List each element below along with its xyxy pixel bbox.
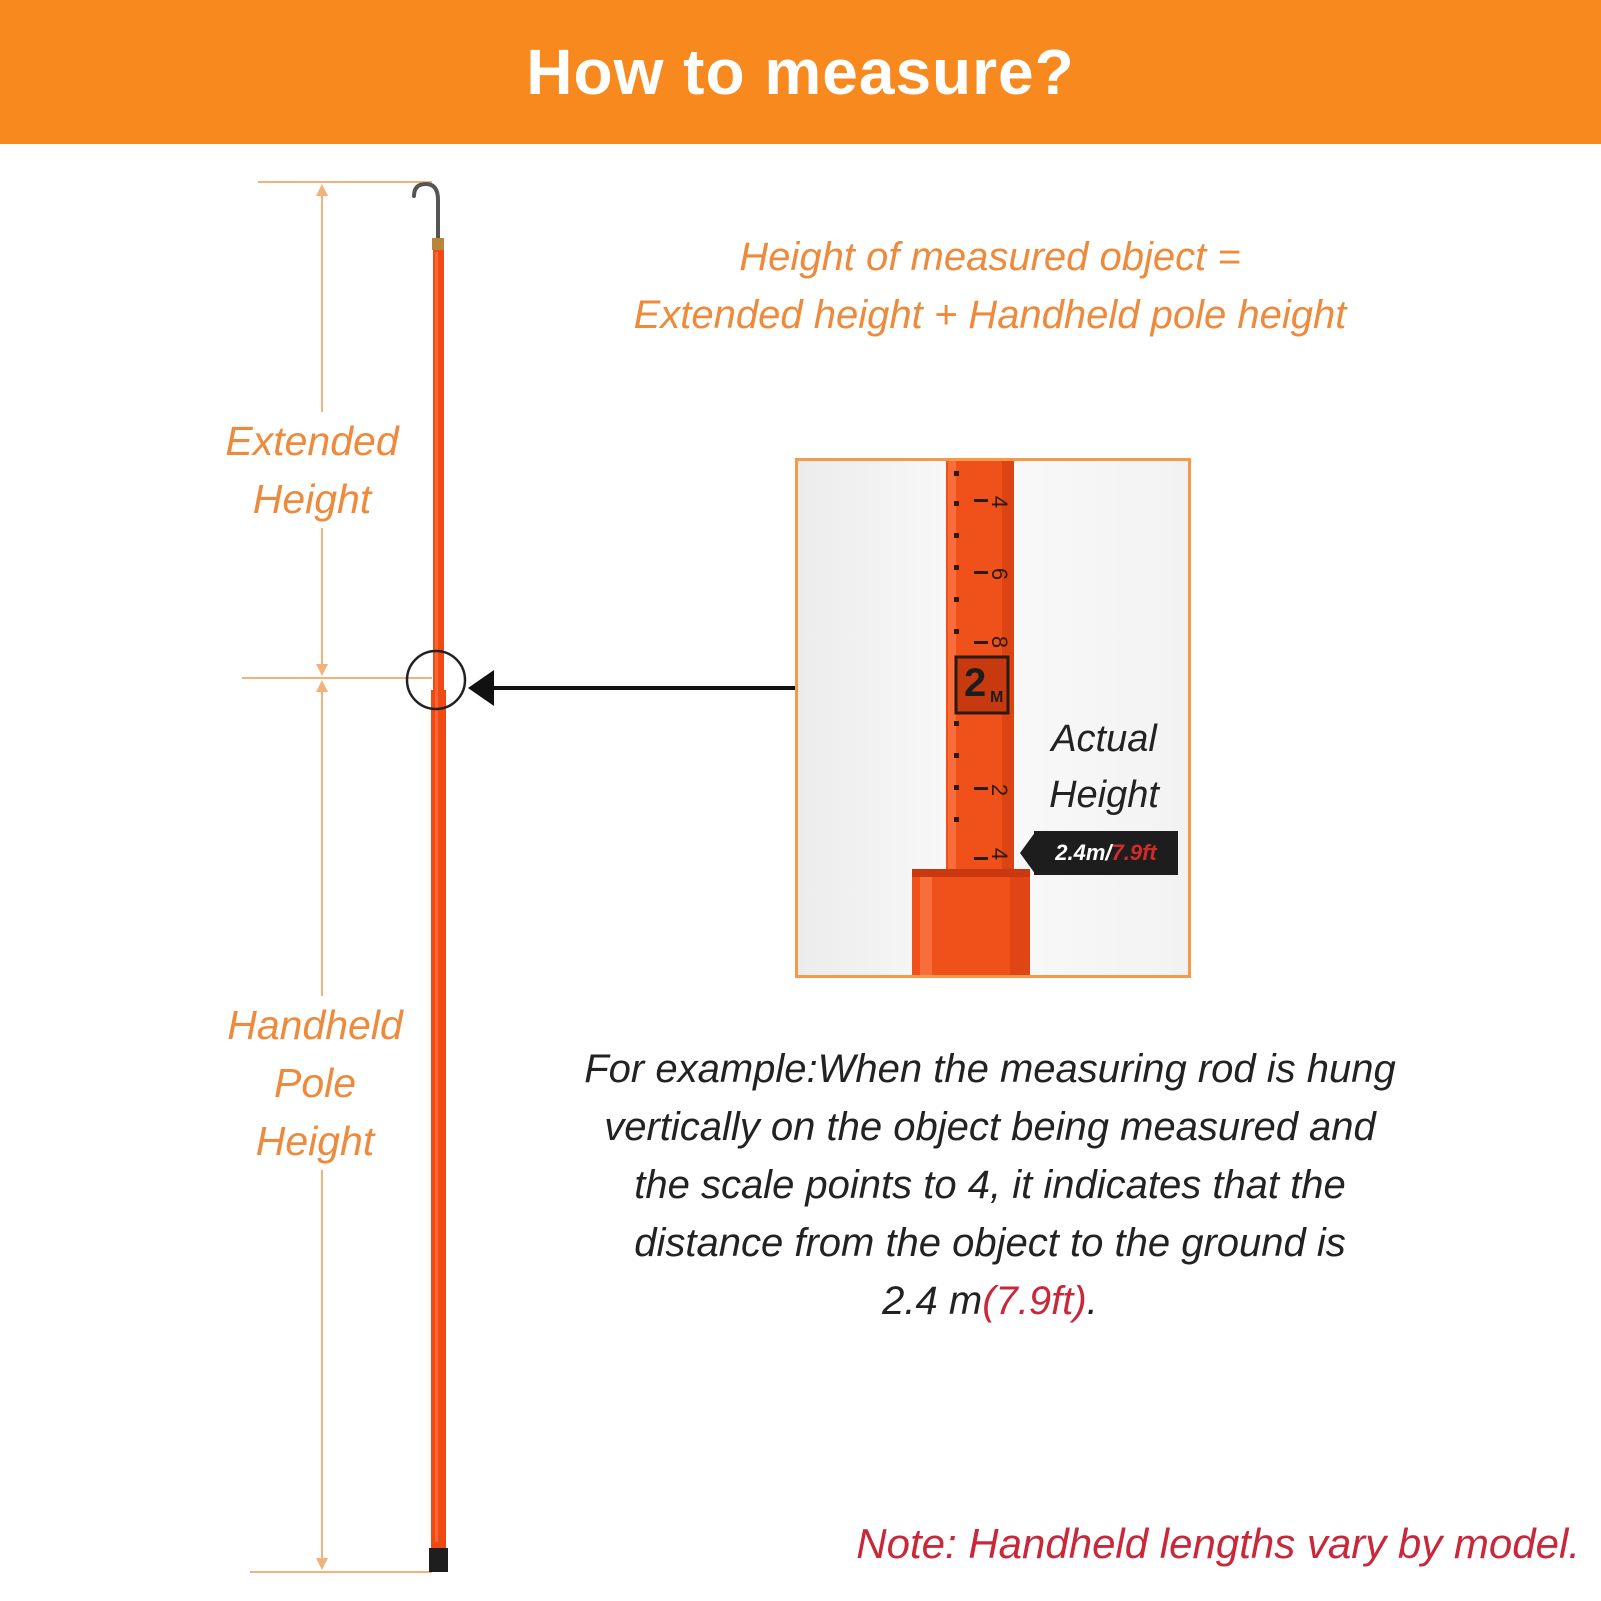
example-value-metric: 2.4 m <box>882 1279 983 1323</box>
height-formula <box>540 228 1440 344</box>
formula-line-1: Height of measured object = <box>739 235 1241 279</box>
pointer-arrowhead <box>468 670 494 706</box>
reading-feet: 7.9ft <box>1111 840 1157 865</box>
example-line-3: the scale points to 4, it indicates that the <box>634 1163 1346 1207</box>
example-line-4: distance from the object to the ground is <box>634 1221 1346 1265</box>
example-end-punctuation: . <box>1086 1279 1098 1323</box>
pole-highlight <box>435 252 438 1542</box>
example-line-5 <box>490 1272 1490 1330</box>
example-line-1: For example:When the measuring rod is hung <box>584 1047 1396 1091</box>
scale-number-4-top: 4 <box>987 495 1013 509</box>
scale-number-4-bottom: 4 <box>987 847 1013 861</box>
example-value-feet: (7.9ft) <box>982 1279 1087 1323</box>
scale-number-6: 6 <box>987 567 1013 581</box>
reading-metric: 2.4m/ <box>1055 840 1112 865</box>
metre-marker-number: 2 <box>964 661 987 705</box>
pole-cap <box>432 238 444 250</box>
dimension-lines <box>242 182 432 1572</box>
handheld-pole-height-label: Handheld Pole Height <box>200 996 430 1170</box>
pole-handheld-section <box>431 690 446 1548</box>
pole-extended-section <box>433 250 444 690</box>
formula-line-2: Extended height + Handheld pole height <box>633 293 1347 337</box>
actual-height-label: Actual Height <box>1049 718 1159 816</box>
example-line-2: vertically on the object being measured and <box>604 1105 1376 1149</box>
metre-marker-unit: M <box>990 689 1004 706</box>
example-description <box>490 1040 1490 1330</box>
scale-number-2: 2 <box>987 783 1013 797</box>
actual-height-reading <box>1034 831 1178 875</box>
hook-icon <box>414 184 438 244</box>
closeup-inset <box>795 458 1191 978</box>
extended-height-label: Extended Height <box>200 412 424 528</box>
scale-number-8: 8 <box>987 635 1013 649</box>
page-title: How to measure? <box>526 36 1075 108</box>
pole-end-cap <box>429 1548 448 1572</box>
model-variation-note: Note: Handheld lengths vary by model. <box>856 1520 1580 1567</box>
